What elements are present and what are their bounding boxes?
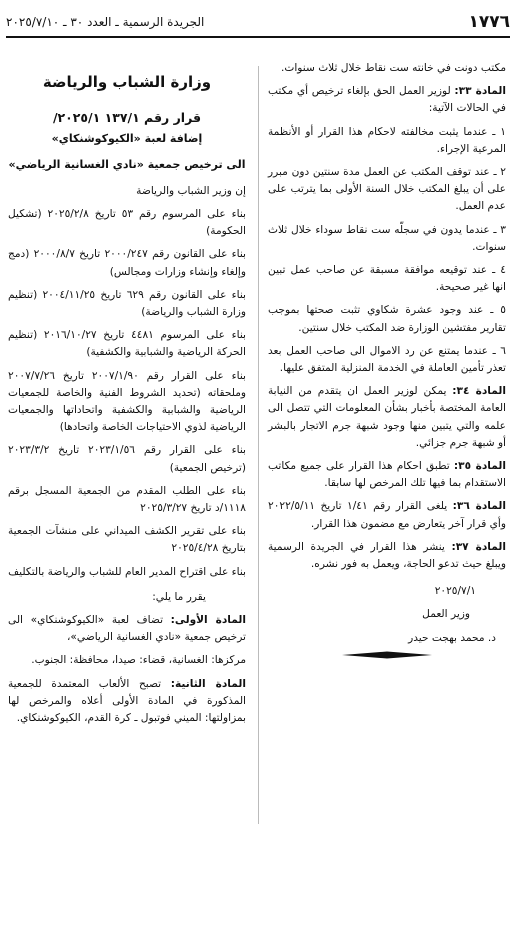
column-divider <box>258 66 259 824</box>
left-column <box>8 60 246 733</box>
resolves-line: يقرر ما يلي: <box>152 590 206 603</box>
recital: بناء على تقرير الكشف الميداني على منشآت الجمعية بتاريخ ٢٠٢٥/٤/٢٨ <box>8 525 246 555</box>
list-item <box>268 124 506 158</box>
list-item-text: ٣ ـ عندما يدون في سجلّه ست نقاط سوداء خلال ثلاث سنوات. <box>268 223 506 253</box>
recital: بناء على القانون رقم ٦٢٩ تاريخ ٢٠٠٤/١١/٢٥ (تنظيم وزارة الشباب والرياضة) <box>8 288 246 319</box>
article-text: يمكن لوزير العمل ان يتقدم من النيابة العامة المختصة بأخبار بشأن المعلومات التي تتصل الى علمه والتي يتبين منها وجود شبهة جرم الاتجار بالبشر أو شبهة جرم جزائي. <box>268 385 506 449</box>
decree-subtitle-2: الى ترخيص جمعية «نادي الغسانية الرياضي» <box>8 157 246 171</box>
article-text: يلغى القرار رقم ١/٤١ تاريخ ٢٠٢٢/٥/١١ وأي قرار آخر يتعارض مع مضمون هذا القرار. <box>268 500 506 530</box>
article-text: تضاف لعبة «الكيوكوشنكاي» الى ترخيص جمعية «نادي الغسانية الرياضي»، <box>8 614 246 644</box>
list-item-text: ١ ـ عندما يثبت مخالفته لاحكام هذا القرار أو الأنظمة المرعية الإجراء. <box>268 125 506 155</box>
article-label: المادة الثانية: <box>170 677 246 690</box>
article-text: لوزير العمل الحق بإلغاء ترخيص أي مكتب في الحالات الآتية: <box>268 85 506 115</box>
recital: بناء على المرسوم ٤٤٨١ تاريخ ٢٠١٦/١٠/٢٧ (تنظيم الحركة الرياضية والشبابية والكشفية) <box>8 329 246 359</box>
list-item-text: ٥ ـ عند وجود عشرة شكاوي تثبت صحتها بموجب تقارير مفتشين الوزارة ضد المكتب خلال سنتين. <box>268 304 506 334</box>
recital: بناء على الطلب المقدم من الجمعية المسجل برقم ١١١٨/د تاريخ ٢٠٢٥/٣/٢٧ <box>8 484 246 515</box>
end-of-decree-ornament <box>268 651 506 659</box>
decree-date: ٢٠٢٥/٧/١ <box>434 585 476 598</box>
decree-subtitle: إضافة لعبة «الكيوكوشنكاي» <box>51 132 203 146</box>
right-column <box>268 60 506 659</box>
article-second <box>8 676 246 728</box>
article-text: تطبق احكام هذا القرار على جميع مكاتب الاستقدام بما فيها تلك المرخص لها سابقا. <box>268 460 506 490</box>
signatory-title: وزير العمل <box>422 608 470 621</box>
list-item-text: ٤ ـ عند توقيعه موافقة مسبقة عن صاحب عمل تبين انها غير صحيحة. <box>268 264 506 294</box>
recital: بناء على المرسوم رقم ٥٣ تاريخ ٢٠٢٥/٢/٨ (تشكيل الحكومة) <box>8 208 246 238</box>
list-item <box>268 262 506 296</box>
article-location <box>8 652 246 669</box>
list-item <box>268 222 506 256</box>
article-35 <box>268 458 506 492</box>
paragraph <box>268 60 506 77</box>
article-label: المادة الأولى: <box>170 614 246 627</box>
gazette-issue: الجريدة الرسمية ـ العدد ٣٠ ـ ٢٠٢٥/٧/١٠ <box>6 15 205 29</box>
recital: بناء على القرار رقم ٢٠٠٧/١/٩٠ تاريخ ٢٠٠٧/٧/٢٦ وملحقاته (تحديد الشروط الفنية والخاصة للجمعيات الرياضية والشبابية والكشفية واتحاداتها والجمعيات الرياضية لذوي الاحتياجات الخاصة واتحادها) <box>8 369 246 434</box>
article-text: ينشر هذا القرار في الجريدة الرسمية ويبلغ حيث تدعو الحاجة، ويعمل به فور نشره. <box>268 540 506 571</box>
recital: بناء على القانون رقم ٢٠٠٠/٢٤٧ تاريخ ٢٠٠٠/٨/٧ (دمج وإلغاء وإنشاء وزارات ومجالس) <box>8 248 247 278</box>
article-label: المادة ٣٧: <box>451 540 506 553</box>
article-label: المادة ٣٤: <box>452 385 506 398</box>
list-item <box>268 343 506 377</box>
article-34 <box>268 383 506 452</box>
decree-title: قرار رقم ١٣٧/١ ٢٠٢٥/١/ <box>52 110 202 126</box>
article-first <box>8 612 246 646</box>
ministry-heading: وزارة الشباب والرياضة <box>42 73 212 91</box>
list-item <box>268 164 506 216</box>
article-text: تصبح الألعاب المعتمدة للجمعية المذكورة في المادة الأولى أعلاه والمرخص لها بمزاولتها: الميني فوتبول ـ كرة القدم، الكيوكوشنكاي. <box>8 677 246 725</box>
page-header <box>6 8 510 38</box>
article-36 <box>268 498 506 532</box>
list-item-text: ٦ ـ عندما يمتنع عن رد الاموال الى صاحب العمل بعد تعذر تأمين العاملة في الخدمة المنزلية المتفق عليها. <box>268 344 506 375</box>
signatory-name: د. محمد بهجت حيدر <box>408 631 496 644</box>
ornament-line-icon <box>342 651 432 659</box>
recital: بناء على القرار رقم ٢٠٢٣/١/٥٦ تاريخ ٢٠٢٣/٣/٢ (ترخيص الجمعية) <box>8 444 246 474</box>
list-item-text: ٢ ـ عند توقف المكتب عن العمل مدة سنتين دون مبرر على أن يبلغ المكتب خلال السنة الأولى بما يترتب على عدم العمل. <box>268 166 506 213</box>
intro-line: إن وزير الشباب والرياضة <box>136 184 246 197</box>
article-label: المادة ٣٦: <box>452 500 506 513</box>
page-number: ١٧٧٦ <box>468 12 510 32</box>
recital: بناء على اقتراح المدير العام للشباب والرياضة بالتكليف <box>8 565 246 578</box>
paragraph-text: مكتب دونت في خانته ست نقاط خلال ثلاث سنوات. <box>281 62 506 74</box>
article-37 <box>268 539 506 573</box>
list-item <box>268 302 506 336</box>
article-label: المادة ٣٥: <box>453 460 506 473</box>
article-label: المادة ٣٣: <box>454 85 506 98</box>
article-33 <box>268 83 506 117</box>
article-text: مركزها: الغسانية، قضاء: صيدا، محافظة: الجنوب. <box>31 654 246 667</box>
